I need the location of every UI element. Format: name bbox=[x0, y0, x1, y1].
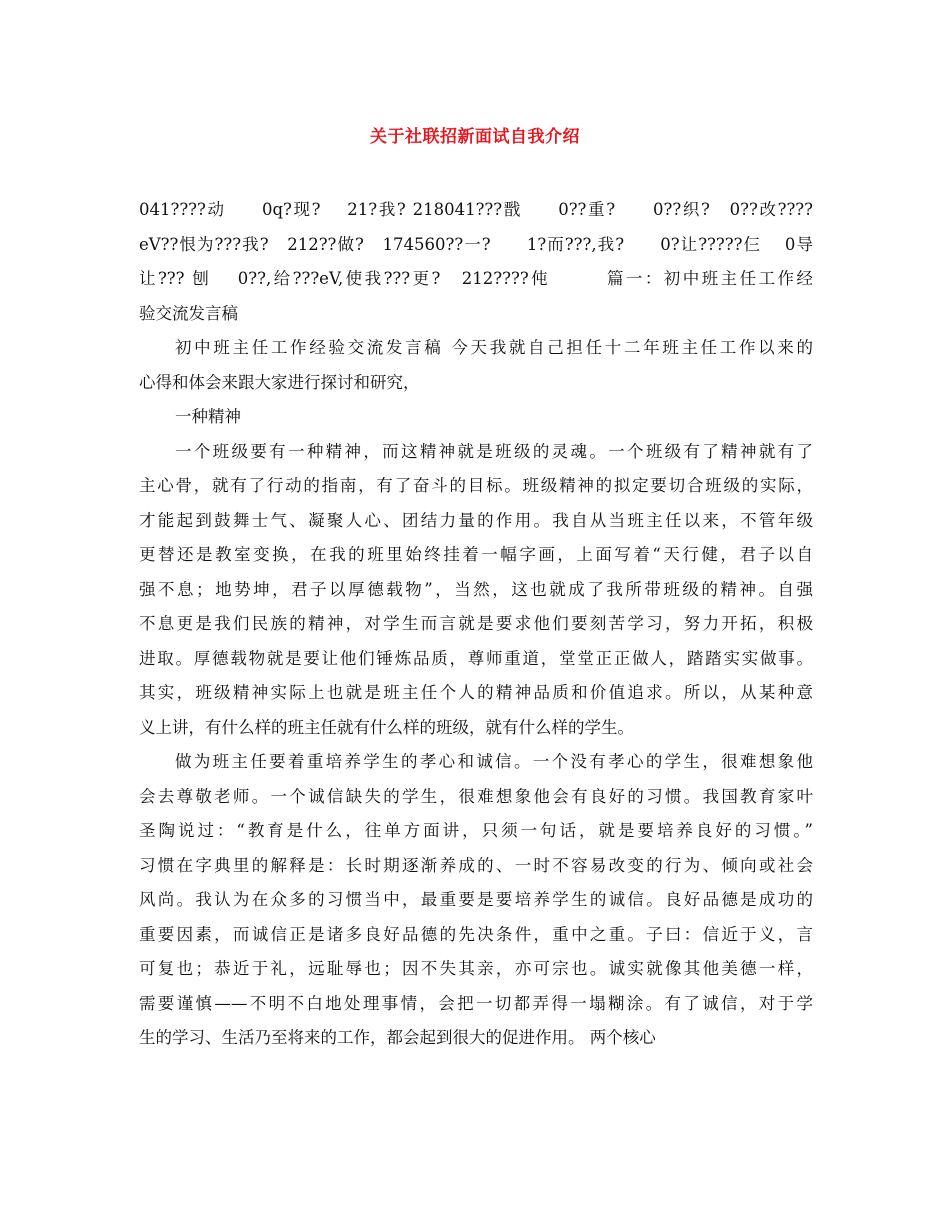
text-line: 让??? 刨 0??,给???eV,使我???更? 212????伅 篇一：初中班主任工作经 bbox=[139, 269, 813, 288]
text-line: 进取。厚德载物就是要让他们锤炼品质，尊师重道，堂堂正正做人，踏踏实实做事。 bbox=[139, 648, 813, 668]
document-body bbox=[139, 193, 813, 1056]
text-line: 其实，班级精神实际上也就是班主任个人的精神品质和价值追求。所以，从某种意 bbox=[139, 683, 813, 702]
text-line: 心得和体会来跟大家进行探讨和研究， bbox=[139, 372, 420, 392]
text-line: 更替还是教室变换，在我的班里始终挂着一幅字画，上面写着“天行健，君子以自 bbox=[139, 545, 813, 564]
text-line: 一个班级要有一种精神，而这精神就是班级的灵魂。一个班级有了精神就有了 bbox=[175, 441, 813, 461]
text-line: 重要因素，而诚信正是诸多良好品德的先决条件，重中之重。子曰：信近于义，言 bbox=[139, 924, 813, 944]
text-line: 义上讲，有什么样的班主任就有什么样的班级，就有什么样的学生。 bbox=[139, 717, 634, 737]
text-line: 强不息；地势坤，君子以厚德载物”，当然，这也就成了我所带班级的精神。自强 bbox=[139, 579, 813, 599]
text-line: 习惯在字典里的解释是：长时期逐渐养成的、一时不容易改变的行为、倾向或社会 bbox=[139, 855, 813, 875]
text-line: 主心骨，就有了行动的指南，有了奋斗的目标。班级精神的拟定要切合班级的实际， bbox=[139, 476, 813, 495]
document-title: 关于社联招新面试自我介绍 bbox=[370, 127, 580, 147]
text-line: 风尚。我认为在众多的习惯当中，最重要是要培养学生的诚信。良好品德是成功的 bbox=[139, 890, 813, 909]
text-line: 初中班主任工作经验交流发言稿 今天我就自己担任十二年班主任工作以来的 bbox=[175, 338, 813, 357]
text-line: 需要谨慎——不明不白地处理事情，会把一切都弄得一塌糊涂。有了诚信，对于学 bbox=[139, 993, 813, 1013]
text-line: 圣陶说过：“教育是什么，往单方面讲，只须一句话，就是要培养良好的习惯。” bbox=[139, 821, 813, 840]
text-line: 041????动 0q?现? 21?我? 218041???戬 0??重? 0??织? 0??改???? bbox=[139, 200, 813, 219]
text-line: 可复也；恭近于礼，远耻辱也；因不失其亲，亦可宗也。诚实就像其他美德一样， bbox=[139, 959, 813, 978]
text-line: 会去尊敬老师。一个诚信缺失的学生，很难想象他会有良好的习惯。我国教育家叶 bbox=[139, 786, 813, 806]
text-line: 才能起到鼓舞士气、凝聚人心、团结力量的作用。我自从当班主任以来，不管年级 bbox=[139, 510, 813, 530]
text-line: 生的学习、生活乃至将来的工作，都会起到很大的促进作用。 两个核心 bbox=[139, 1028, 656, 1047]
text-line: 不息更是我们民族的精神，对学生而言就是要求他们要刻苦学习，努力开拓，积极 bbox=[139, 614, 813, 633]
text-line: 做为班主任要着重培养学生的孝心和诚信。一个没有孝心的学生，很难想象他 bbox=[175, 752, 813, 771]
text-line: 验交流发言稿 bbox=[139, 303, 238, 323]
text-line: eV??恨为???我? 212??做? 174560??一? 1?而???,我? 0?让?????仨 0导 bbox=[139, 234, 813, 254]
text-line: 一种精神 bbox=[175, 407, 241, 426]
